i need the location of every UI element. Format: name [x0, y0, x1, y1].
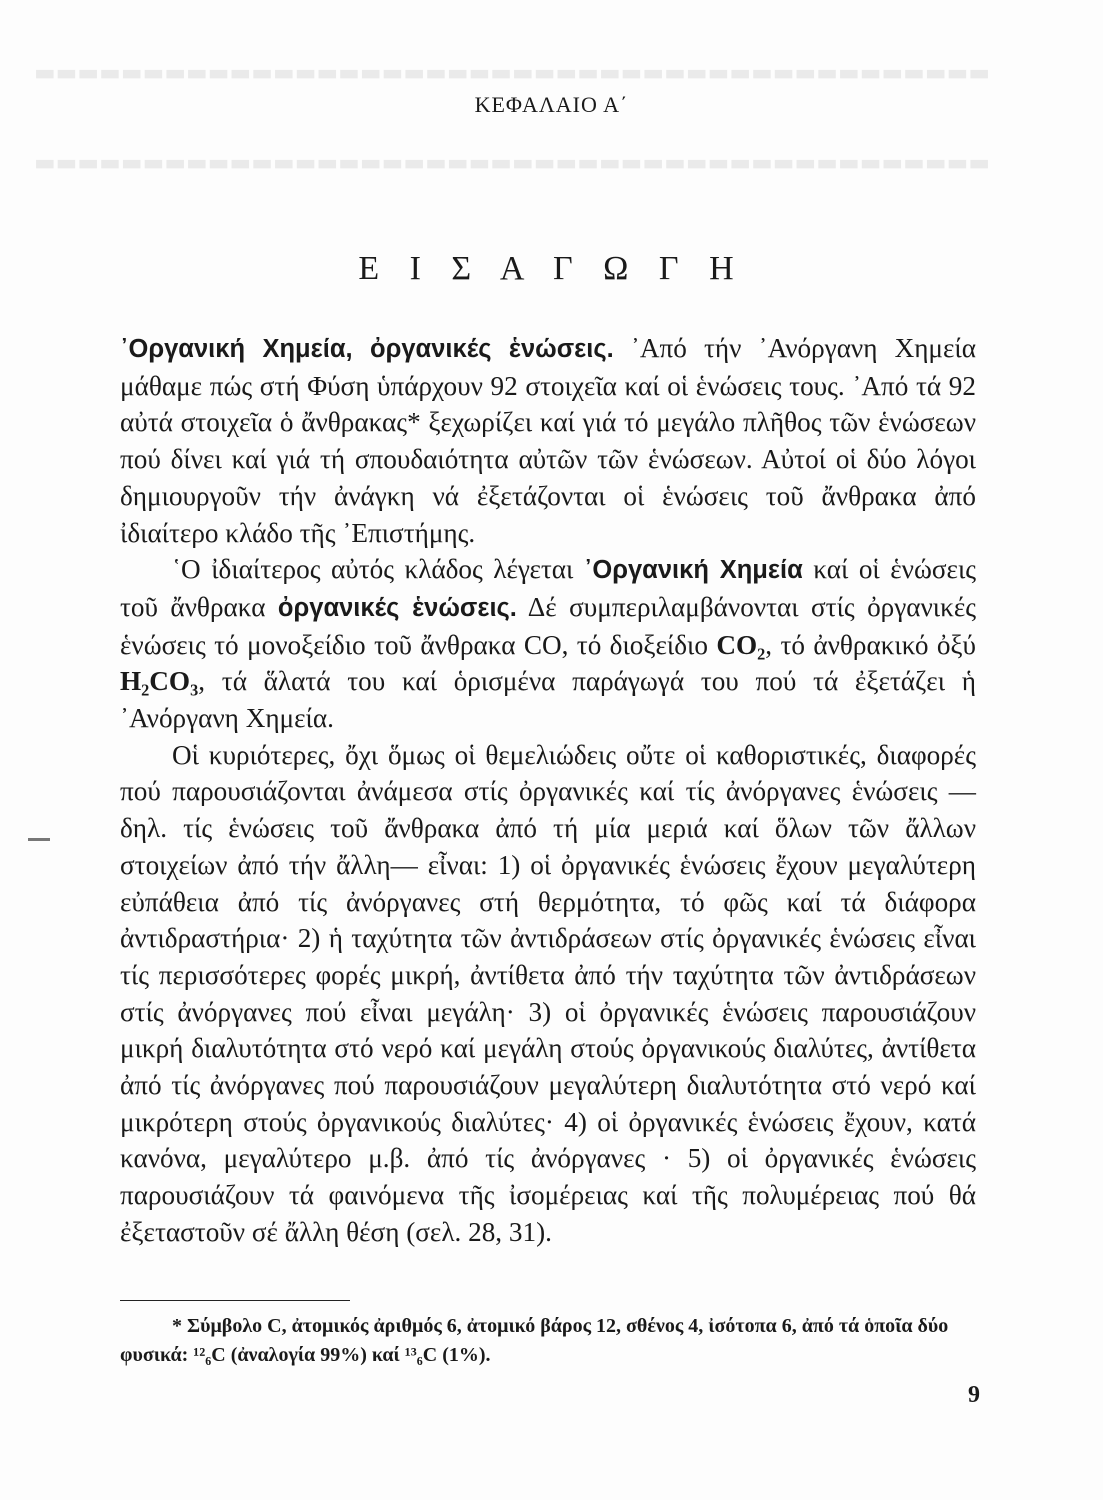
footnote-divider: [120, 1300, 350, 1301]
text-run: , τό ἀνθρακικό ὀξύ: [765, 629, 976, 660]
text-run: καί οἱ ἑνώσεις τοῦ ἄνθρακα: [120, 554, 977, 622]
formula-h2co3: H₂CO₃: [120, 666, 199, 697]
footnote-text: (1%).: [437, 1344, 491, 1366]
bleed-through-decoration: ▬▬▬▬▬▬▬▬▬▬▬▬▬▬▬▬▬▬▬▬▬▬▬▬▬▬▬▬▬▬▬▬▬▬▬▬▬▬▬▬▬▬▬▬: [33, 150, 990, 176]
paragraph-text: ᾿Από τήν ᾿Ανόργανη Χημεία μάθαμε πώς στή Φύση ὑπάρχουν 92 στοιχεῖα καί οἱ ἑνώσεις τους. ᾿Από τά 92 αὐτά στοιχεῖα ὁ ἄνθρακας* ξεχωρίζει καί γιά τό μεγάλο πλῆθος τῶν ἑνώσεων πού δίνει καί γιά τή σπουδαιότητα αὐτῶν τῶν ἑνώσεων. Αὐτοί οἱ δύο λόγοι δημιουργοῦν τήν ἀνάγκη νά ἐξετάζονται οἱ ἑνώσεις τοῦ ἄνθρακα ἀπό ἰδιαίτερο κλάδο τῆς ᾿Επιστήμης.: [120, 333, 976, 548]
paragraph-differences: Οἱ κυριότερες, ὄχι ὅμως οἱ θεμελιώδεις οὔτε οἱ καθοριστικές, διαφορές πού παρουσιάζονται ἀνάμεσα στίς ὀργανικές καί τίς ἀνόργανες ἑνώσεις —δηλ. τίς ἑνώσεις τοῦ ἄνθρακα ἀπό τή μία μεριά καί ὅλων τῶν ἄλλων στοιχείων ἀπό τήν ἄλλη— εἶναι: 1) οἱ ὀργανικές ἑνώσεις ἔχουν μεγαλύτερη εὐπάθεια ἀπό τίς ἀνόργανες στή θερμότητα, τό φῶς καί τά διάφορα ἀντιδραστήρια· 2) ἡ ταχύτητα τῶν ἀντιδράσεων στίς ὀργανικές ἑνώσεις εἶναι τίς περισσότερες φορές μικρή, ἀντίθετα ἀπό τήν ταχύτητα τῶν ἀντιδράσεων στίς ἀνόργανες πού εἶναι μεγάλη· 3) οἱ ὀργανικές ἑνώσεις παρουσιάζουν μικρή διαλυτότητα στό νερό καί μεγάλη στούς ὀργανικούς διαλύτες, ἀντίθετα ἀπό τίς ἀνόργανες πού παρουσιάζουν μεγαλύτερη διαλυτότητα στό νερό καί μικρότερη στούς ὀργανικούς διαλύτες· 4) οἱ ὀργανικές ἑνώσεις ἔχουν, κατά κανόνα, μεγαλύτερο μ.β. ἀπό τίς ἀνόργανες · 5) οἱ ὀργανικές ἑνώσεις παρουσιάζουν τά φαινόμενα τῆς ἰσομέρειας καί τῆς πολυμέρειας πού θά ἐξεταστοῦν σέ ἄλλη θέση (σελ. 28, 31).: [120, 739, 976, 1247]
body-text: [120, 330, 976, 1251]
paragraph-intro: [120, 330, 976, 551]
isotope-c12: ¹²₆C: [193, 1344, 226, 1366]
footnote-text: * Σύμβολο C, ἀτομικός ἀριθμός 6, ἀτομικό βάρος 12, σθένος 4, ἰσότοπα 6, ἀπό τά ὁποῖα δύο φυσικά:: [120, 1315, 949, 1366]
margin-mark: [28, 838, 50, 841]
text-run: , τά ἅλατά του καί ὁρισμένα παράγωγά του πού τά ἐξετάζει ἡ ᾿Ανόργανη Χημεία.: [120, 666, 976, 734]
text-run: ῾Ο ἰδιαίτερος αὐτός κλάδος λέγεται: [172, 554, 584, 585]
paragraph-definition: [120, 551, 976, 737]
text-run: Δέ συμπεριλαμβάνονται στίς ὀργανικές ἑνώσεις τό μονοξείδιο τοῦ ἄνθρακα CO, τό διοξείδιο: [120, 591, 977, 660]
page-number: 9: [968, 1382, 980, 1408]
chapter-heading: ΚΕΦΑΛΑΙΟ Α΄: [474, 92, 629, 117]
footnote: [120, 1312, 976, 1370]
page-title: Ε Ι Σ Α Γ Ω Γ Η: [358, 250, 745, 287]
term-organic-compounds: ὀργανικές ἑνώσεις.: [277, 593, 517, 622]
section-heading: ᾿Οργανική Χημεία, ὀργανικές ἑνώσεις.: [120, 335, 614, 363]
bleed-through-decoration: ▬▬▬▬▬▬▬▬▬▬▬▬▬▬▬▬▬▬▬▬▬▬▬▬▬▬▬▬▬▬▬▬▬▬▬▬▬▬▬▬▬▬▬▬: [33, 60, 990, 86]
formula-co2: CO₂: [716, 629, 766, 660]
footnote-text: (ἀναλογία 99%) καί: [225, 1344, 405, 1366]
isotope-c13: ¹³₆C: [404, 1344, 438, 1366]
term-organic-chemistry: ᾿Οργανική Χημεία: [583, 556, 803, 585]
